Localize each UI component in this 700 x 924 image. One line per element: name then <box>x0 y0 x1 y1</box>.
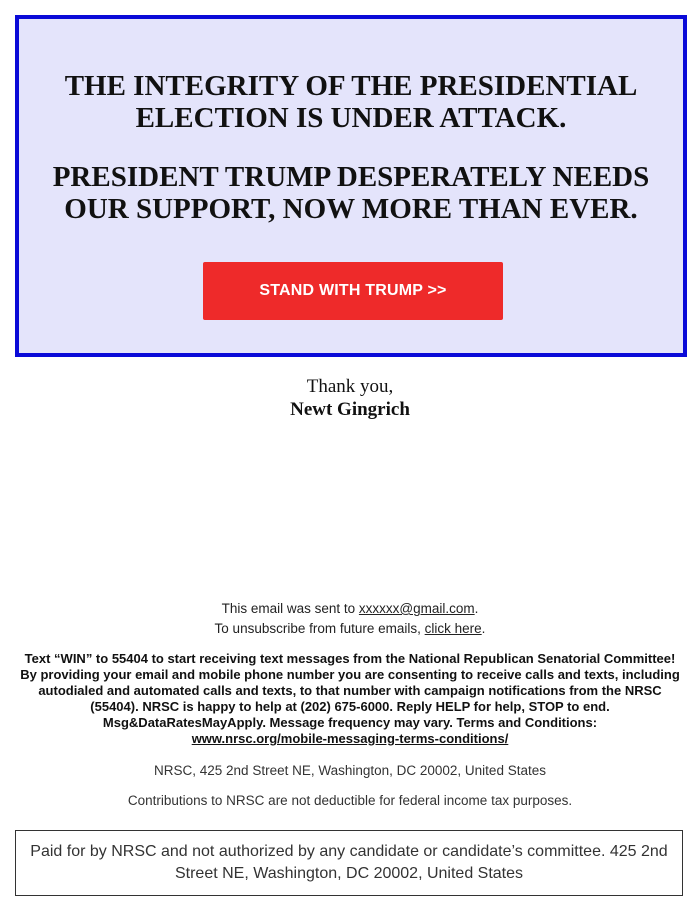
unsub-prefix: To unsubscribe from future emails, <box>214 621 425 636</box>
recipient-email-link[interactable]: xxxxxx@gmail.com <box>358 601 475 616</box>
sent-prefix: This email was sent to <box>221 601 359 616</box>
sent-suffix: . <box>474 601 479 616</box>
tax-note: Contributions to NRSC are not deductible for federal income tax purposes. <box>127 793 573 808</box>
signoff-thanks: Thank you, <box>306 376 394 397</box>
headline-election: THE INTEGRITY OF THE PRESIDENTIAL ELECTION IS UNDER ATTACK. <box>64 70 638 134</box>
sms-disclaimer <box>18 651 682 747</box>
headline-support: PRESIDENT TRUMP DESPERATELY NEEDS OUR SUPPORT, NOW MORE THAN EVER. <box>52 161 650 225</box>
promo-box <box>15 15 687 357</box>
paid-for-disclaimer: Paid for by NRSC and not authorized by any candidate or candidate’s committee. 425 2nd Street NE, Washington, DC 20002, United States <box>15 830 683 896</box>
mailing-address: NRSC, 425 2nd Street NE, Washington, DC 20002, United States <box>154 763 546 778</box>
signoff-name: Newt Gingrich <box>290 399 410 420</box>
unsubscribe-line <box>0 619 700 639</box>
unsubscribe-link[interactable]: click here <box>424 621 482 636</box>
terms-conditions-link[interactable]: www.nrsc.org/mobile-messaging-terms-conditions/ <box>191 731 509 746</box>
sms-text: Text “WIN” to 55404 to start receiving text messages from the National Republican Senatorial Committee! By providing your email and mobile phone number you are consenting to receive calls and texts, including autodialed and automated calls and texts, to that number with campaign notifications from the NRSC (55404). NRSC is happy to help at (202) 675-6000. Reply HELP for help, STOP to end. Msg&DataRatesMayApply. Message frequency may vary. Terms and Conditions: <box>20 651 680 730</box>
signoff <box>0 375 700 421</box>
unsub-suffix: . <box>481 621 486 636</box>
sent-to-line <box>0 599 700 619</box>
stand-with-trump-button[interactable]: STAND WITH TRUMP >> <box>203 262 503 320</box>
